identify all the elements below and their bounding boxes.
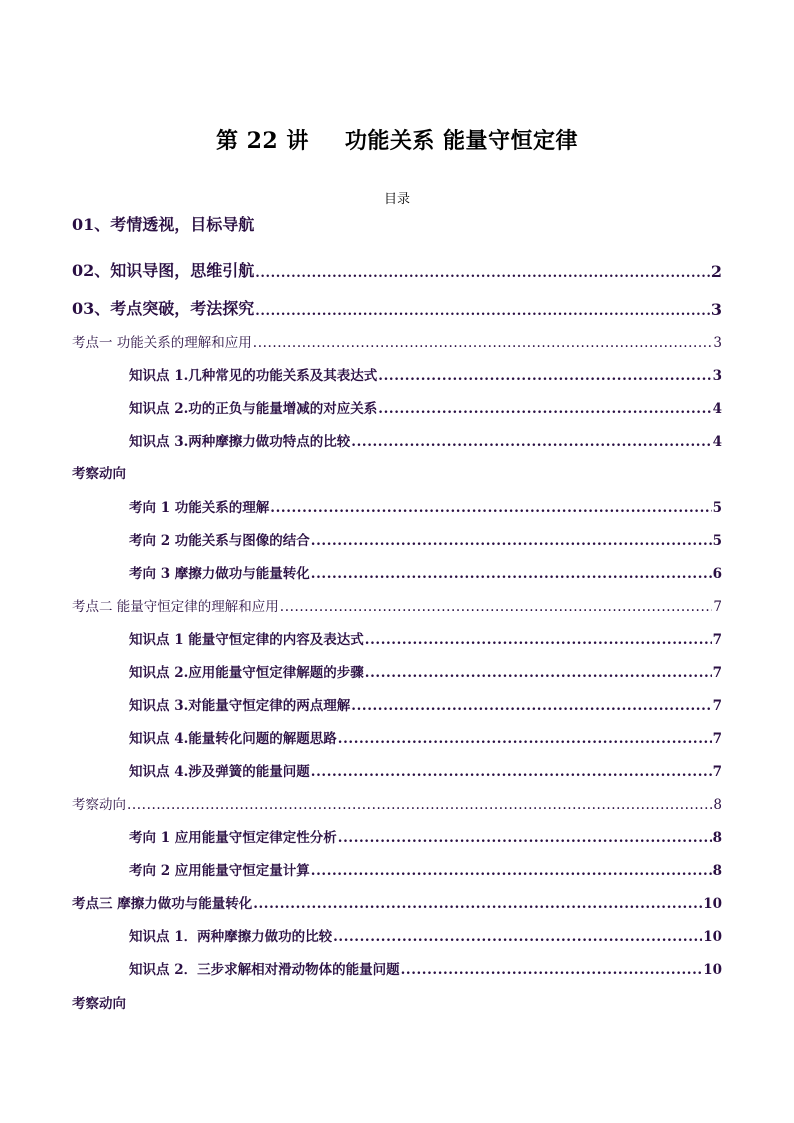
toc-entry-label: 知识点 1．两种摩擦力做功的比较 bbox=[129, 929, 333, 945]
toc-entry-label: 03、考点突破，考法探究 bbox=[72, 299, 255, 318]
toc-entry-label: 考向 2 应用能量守恒定量计算 bbox=[129, 863, 310, 879]
toc-dot-leader bbox=[255, 266, 710, 281]
toc-entry[interactable] bbox=[129, 628, 722, 648]
toc-entry[interactable] bbox=[72, 462, 722, 482]
toc-entry-page: 5 bbox=[712, 533, 722, 549]
toc-dot-leader bbox=[365, 665, 712, 681]
toc-dot-leader bbox=[270, 500, 711, 516]
toc-entry-label: 考向 2 功能关系与图像的结合 bbox=[129, 533, 310, 549]
toc-entry-label: 01、考情透视，目标导航 bbox=[72, 215, 255, 234]
toc-entry[interactable] bbox=[129, 859, 722, 879]
toc-entry-label: 考向 3 摩擦力做功与能量转化 bbox=[129, 566, 310, 582]
toc-entry[interactable] bbox=[129, 925, 722, 945]
toc-dot-leader bbox=[253, 896, 702, 912]
toc-entry-page: 8 bbox=[712, 830, 722, 846]
toc-entry-page: 7 bbox=[712, 665, 722, 681]
toc-dot-leader bbox=[255, 304, 710, 319]
toc-entry-label: 知识点 4.涉及弹簧的能量问题 bbox=[129, 764, 310, 780]
toc-entry[interactable] bbox=[72, 296, 722, 319]
toc-entry[interactable] bbox=[129, 694, 722, 714]
toc-entry-page: 7 bbox=[712, 764, 722, 780]
toc-entry-page: 8 bbox=[712, 863, 722, 879]
toc-dot-leader bbox=[311, 764, 712, 780]
toc-entry-label: 知识点 2.应用能量守恒定律解题的步骤 bbox=[129, 665, 364, 681]
toc-dot-leader bbox=[280, 599, 713, 615]
toc-entry-page: 3 bbox=[713, 335, 722, 351]
toc-dot-leader bbox=[253, 335, 713, 351]
toc-dot-leader bbox=[401, 962, 703, 978]
toc-dot-leader bbox=[365, 632, 712, 648]
toc-entry[interactable] bbox=[72, 595, 722, 615]
toc-heading: 目录 bbox=[383, 192, 410, 207]
toc-entry[interactable] bbox=[129, 397, 722, 417]
toc-entry[interactable] bbox=[129, 760, 722, 780]
toc-dot-leader bbox=[311, 533, 712, 549]
toc-entry-page: 3 bbox=[712, 368, 722, 384]
toc-entry-page: 8 bbox=[713, 797, 722, 813]
toc-entry-page: 7 bbox=[712, 632, 722, 648]
toc-entry[interactable] bbox=[129, 430, 722, 450]
lecture-number: 第 22 讲 bbox=[215, 128, 309, 154]
toc-entry-label: 考察动向 bbox=[72, 996, 126, 1012]
toc-entry-label: 考点三 摩擦力做功与能量转化 bbox=[72, 896, 253, 912]
toc-dot-leader bbox=[351, 698, 711, 714]
lecture-topic: 功能关系 能量守恒定律 bbox=[344, 128, 579, 154]
toc-entry-label: 考察动向 bbox=[72, 797, 126, 813]
toc-entry-page: 5 bbox=[712, 500, 722, 516]
toc-entry[interactable] bbox=[72, 212, 722, 235]
toc-entry[interactable] bbox=[72, 992, 722, 1012]
toc-entry-label: 02、知识导图，思维引航 bbox=[72, 261, 255, 280]
toc-entry-label: 考向 1 功能关系的理解 bbox=[129, 500, 270, 516]
toc-entry-page: 3 bbox=[710, 300, 722, 319]
toc-dot-leader bbox=[351, 434, 711, 450]
toc-entry-label: 考点二 能量守恒定律的理解和应用 bbox=[72, 599, 279, 615]
toc-entry[interactable] bbox=[129, 727, 722, 747]
toc-entry[interactable] bbox=[129, 496, 722, 516]
toc-entry-page: 10 bbox=[703, 896, 722, 912]
toc-entry-label: 知识点 3.对能量守恒定律的两点理解 bbox=[129, 698, 351, 714]
toc-entry-label: 考向 1 应用能量守恒定律定性分析 bbox=[129, 830, 337, 846]
toc-entry-label: 知识点 3.两种摩擦力做功特点的比较 bbox=[129, 434, 351, 450]
toc-entry-label: 知识点 4.能量转化问题的解题思路 bbox=[129, 731, 337, 747]
toc-entry-page: 10 bbox=[703, 929, 722, 945]
toc-entry[interactable] bbox=[129, 661, 722, 681]
toc-entry-page: 4 bbox=[712, 401, 722, 417]
toc-dot-leader bbox=[333, 929, 702, 945]
toc-entry[interactable] bbox=[72, 892, 722, 912]
toc-entry[interactable] bbox=[129, 958, 722, 978]
toc-entry-label: 考点一 功能关系的理解和应用 bbox=[72, 335, 252, 351]
toc-entry-label: 知识点 2.功的正负与能量增减的对应关系 bbox=[129, 401, 378, 417]
toc-dot-leader bbox=[378, 368, 711, 384]
toc-entry-page: 6 bbox=[712, 566, 722, 582]
toc-entry-page: 4 bbox=[712, 434, 722, 450]
toc-entry-page: 7 bbox=[712, 698, 722, 714]
toc-entry[interactable] bbox=[72, 793, 722, 813]
toc-dot-leader bbox=[338, 731, 712, 747]
toc-dot-leader bbox=[311, 566, 712, 582]
toc-dot-leader bbox=[338, 830, 712, 846]
toc-entry-label: 知识点 1 能量守恒定律的内容及表达式 bbox=[129, 632, 364, 648]
toc-entry-page: 10 bbox=[703, 962, 722, 978]
toc-dot-leader bbox=[127, 797, 712, 813]
toc-dot-leader bbox=[378, 401, 711, 417]
toc-entry[interactable] bbox=[72, 331, 722, 351]
page-title bbox=[0, 124, 794, 155]
toc-entry[interactable] bbox=[129, 364, 722, 384]
toc-entry-label: 知识点 1.几种常见的功能关系及其表达式 bbox=[129, 368, 378, 384]
toc-entry[interactable] bbox=[72, 258, 722, 281]
toc-entry[interactable] bbox=[129, 562, 722, 582]
toc-dot-leader bbox=[311, 863, 712, 879]
toc-entry-label: 知识点 2．三步求解相对滑动物体的能量问题 bbox=[129, 962, 400, 978]
toc-entry-label: 考察动向 bbox=[72, 466, 126, 482]
toc-entry-page: 2 bbox=[710, 262, 722, 281]
toc-entry-page: 7 bbox=[712, 731, 722, 747]
toc-entry[interactable] bbox=[129, 826, 722, 846]
toc-entry-page: 7 bbox=[713, 599, 722, 615]
toc-entry[interactable] bbox=[129, 529, 722, 549]
